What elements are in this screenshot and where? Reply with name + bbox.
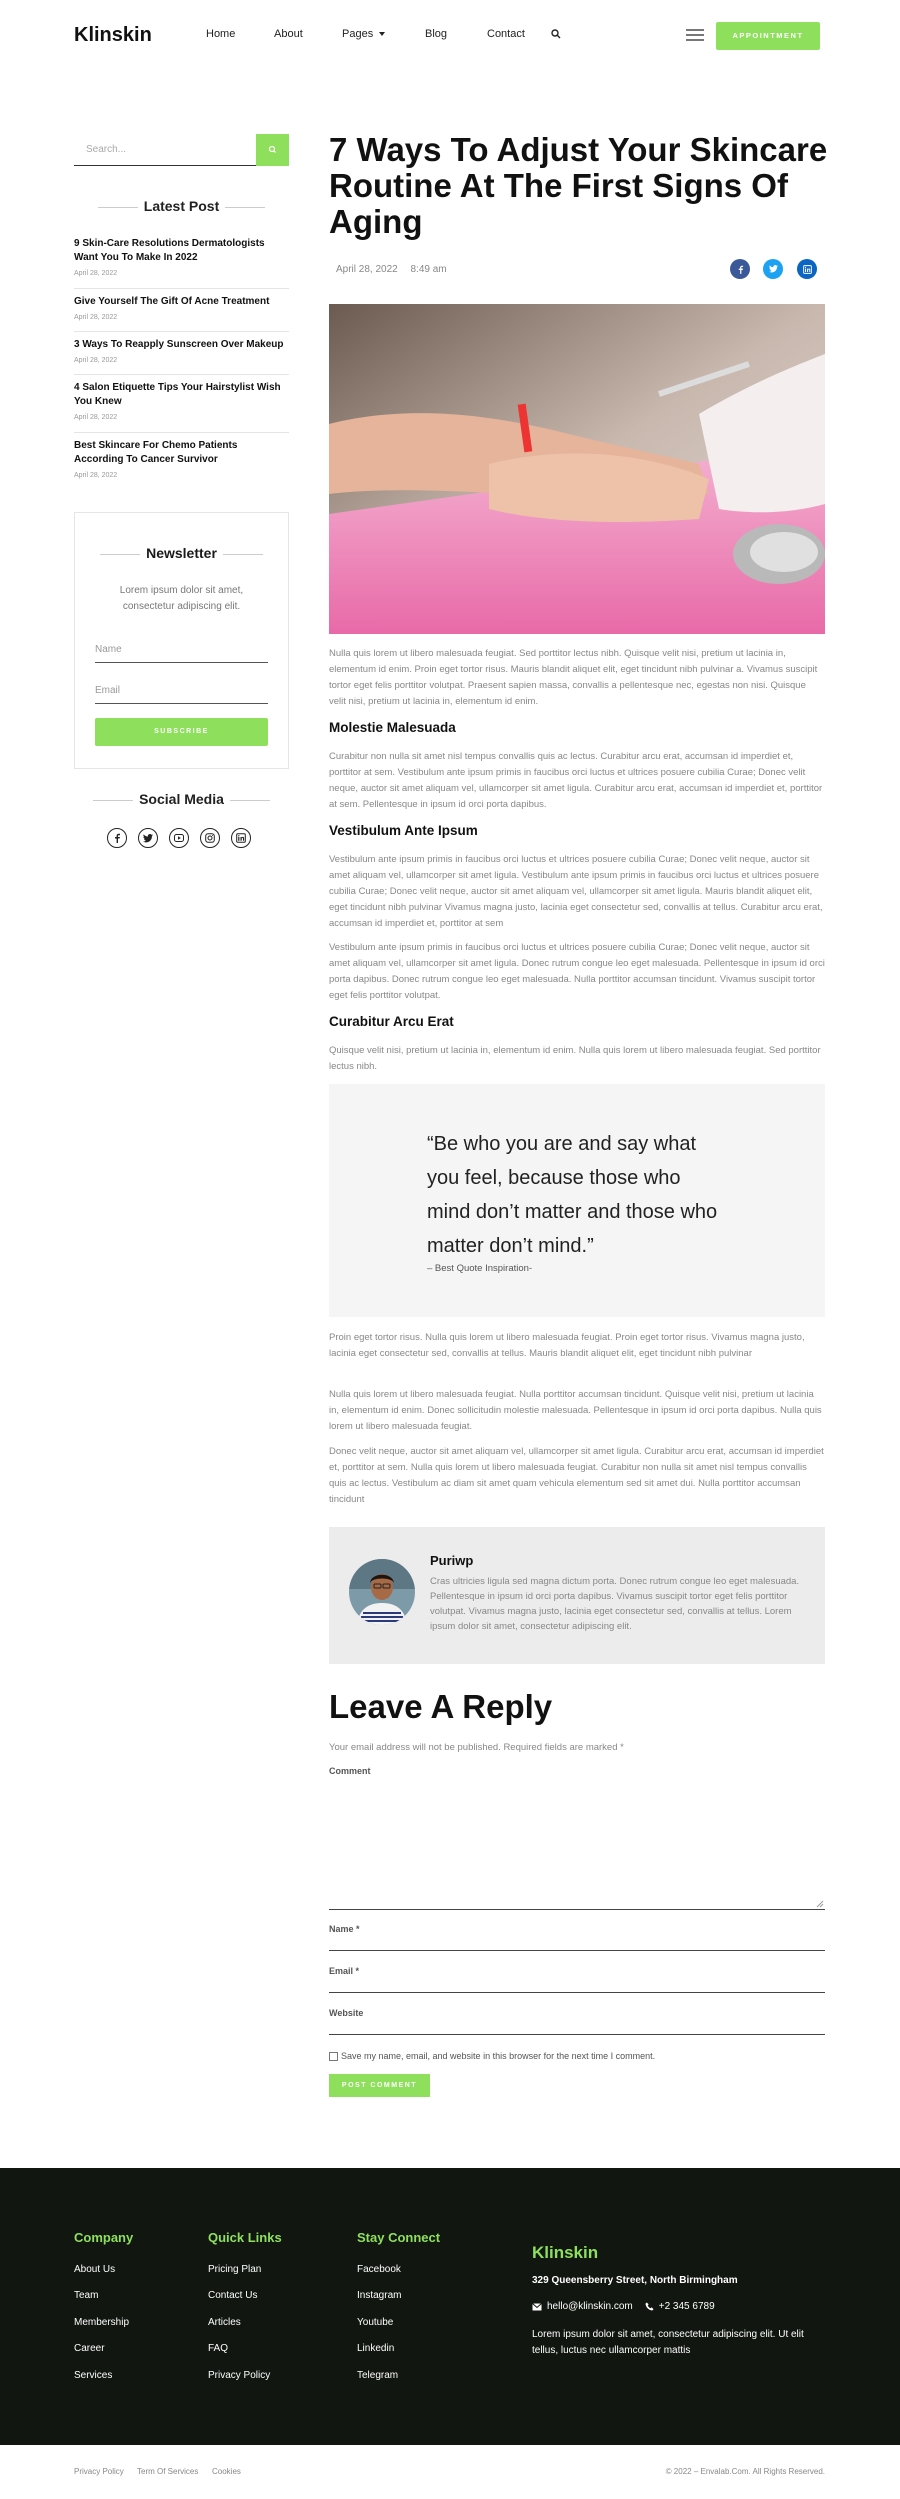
email-input[interactable] (329, 1992, 825, 1993)
instagram-icon[interactable] (200, 828, 220, 848)
footer-link[interactable]: Career (74, 2343, 105, 2354)
latest-post-item[interactable] (74, 295, 289, 321)
footer-phone[interactable]: +2 345 6789 (658, 2301, 715, 2312)
latest-post-item[interactable] (74, 439, 289, 479)
nav-pages[interactable] (342, 28, 425, 40)
footer-link[interactable]: Contact Us (208, 2290, 258, 2301)
article-paragraph: Vestibulum ante ipsum primis in faucibus orci luctus et ultrices posuere cubilia Curae; Donec velit neque, auctor sit amet aliquam vel, ullamcorper sit amet ligula. Vestibulum ante ipsum primis in faucibus orci luctus et ultrices posuere cubilia Curae; Donec velit neque, auctor sit amet aliquam vel, ullamcorper sit amet ligula. Mauris blandit aliquet elit, eget tincidunt nibh pulvinar Vivamus magna justo, lacinia eget consectetur sed, convallis at tellus. Curabitur arcu erat, accumsan id imperdiet et, porttitor at sem (329, 854, 823, 929)
latest-post-title[interactable]: Give Yourself The Gift Of Acne Treatment (74, 296, 270, 307)
search-icon (256, 134, 289, 166)
footer-email[interactable]: hello@klinskin.com (547, 2301, 633, 2312)
latest-post-item[interactable] (74, 338, 289, 364)
twitter-icon[interactable] (138, 828, 158, 848)
website-label: Website (329, 2008, 364, 2018)
section-heading: Vestibulum Ante Ipsum (329, 823, 478, 838)
sidebar-search (74, 134, 289, 166)
footer-link[interactable]: Linkedin (357, 2343, 395, 2354)
section-heading: Molestie Malesuada (329, 720, 456, 735)
share-twitter-icon[interactable] (763, 259, 783, 279)
main-nav (206, 28, 547, 40)
comment-textarea[interactable] (329, 1790, 825, 1910)
article-paragraph: Vestibulum ante ipsum primis in faucibus orci luctus et ultrices posuere cubilia Curae; Donec velit neque, auctor sit amet aliquam vel, ullamcorper sit amet ligula. Donec rutrum congue leo eget malesuada. Pellentesque in ipsum id orci porta dapibus. Donec rutrum congue leo eget malesuada. Nulla porttitor accumsan tincidunt. Vivamus suscipit tortor eget felis porttitor volutpat. (329, 942, 825, 1001)
name-label: Name * (329, 1924, 360, 1934)
search-button[interactable] (256, 134, 289, 166)
social-media-heading: Social Media (74, 791, 289, 807)
quote-source: – Best Quote Inspiration- (427, 1263, 533, 1274)
nav-pages-label: Pages (342, 28, 374, 40)
youtube-icon[interactable] (169, 828, 189, 848)
latest-post-heading: Latest Post (74, 198, 289, 214)
nav-home[interactable]: Home (206, 28, 236, 40)
section-heading: Curabitur Arcu Erat (329, 1014, 454, 1029)
latest-post-date: April 28, 2022 (74, 414, 118, 421)
latest-post-date: April 28, 2022 (74, 270, 118, 277)
remember-checkbox[interactable] (329, 2052, 338, 2061)
post-comment-button[interactable]: POST COMMENT (329, 2074, 430, 2097)
privacy-policy-link[interactable]: Privacy Policy (74, 2467, 124, 2476)
quote-text: “Be who you are and say what you feel, because those who mind don’t matter and those who matter don’t mind.” (427, 1133, 718, 1257)
article-meta (336, 264, 457, 275)
reply-note: Your email address will not be published. Required fields are marked * (329, 1742, 624, 1753)
author-name[interactable]: Puriwp (430, 1553, 474, 1568)
bottom-bar (0, 2445, 900, 2499)
footer-link[interactable]: Facebook (357, 2264, 401, 2275)
article-paragraph: Donec velit neque, auctor sit amet aliquam vel, ullamcorper sit amet ligula. Curabitur arcu erat, accumsan id imperdiet et, porttitor at sem. Nulla quis lorem ut libero malesuada feugiat. Curabitur non nulla sit amet nisl tempus convallis quis ac lectus. Vestibulum ac diam sit amet quam vehicula elementum sed sit amet dui. Nulla porttitor accumsan tincidunt (329, 1446, 824, 1505)
phone-icon (645, 2302, 654, 2311)
subscribe-button[interactable]: SUBSCRIBE (95, 718, 268, 746)
author-bio: Cras ultricies ligula sed magna dictum porta. Donec rutrum congue leo eget malesuada. Pellentesque in ipsum id orci porta dapibus. Vivamus suscipit tortor eget felis porttitor volutpat. Vivamus magna justo, lacinia eget consectetur sed, convallis at tellus. Lorem ipsum dolor sit amet, consectetur adipiscing elit. (430, 1576, 800, 1632)
author-avatar (349, 1559, 415, 1625)
social-links (107, 828, 262, 848)
footer-link[interactable]: Pricing Plan (208, 2264, 262, 2275)
cookies-link[interactable]: Cookies (212, 2467, 241, 2476)
email-label: Email * (329, 1966, 360, 1976)
article-paragraph: Nulla quis lorem ut libero malesuada feugiat. Sed porttitor lectus nibh. Quisque velit nisi, pretium ut lacinia in, elementum id enim. Proin eget tortor risus. Mauris blandit aliquet elit, eget tincidunt nibh pulvinar a. Vivamus suscipit tortor eget felis porttitor volutpat. Praesent sapien massa, convallis a pellentesque nec, egestas non nisi. Quisque velit nisi, pretium ut lacinia in, elementum id enim. (329, 648, 818, 707)
newsletter-description: Lorem ipsum dolor sit amet, consectetur adipiscing elit. (119, 585, 244, 612)
chevron-down-icon (379, 32, 385, 36)
footer-address: 329 Queensberry Street, North Birmingham (532, 2275, 738, 2286)
name-input[interactable] (329, 1950, 825, 1951)
latest-post-title[interactable]: Best Skincare For Chemo Patients According To Cancer Survivor (74, 440, 238, 465)
newsletter-name-field[interactable]: Name (95, 639, 268, 663)
linkedin-icon[interactable] (231, 828, 251, 848)
article-paragraph: Curabitur non nulla sit amet nisl tempus convallis quis ac lectus. Curabitur arcu erat, accumsan id imperdiet et, porttitor at sem. Vestibulum ante ipsum primis in faucibus orci luctus et ultrices posuere cubilia Curae; Donec velit neque, auctor sit amet aliquam vel, ullamcorper sit amet ligula. Curabitur arcu erat, accumsan id imperdiet et, porttitor at sem. Pellentesque in ipsum id orci porta dapibus. (329, 751, 823, 810)
search-icon[interactable] (551, 29, 561, 39)
article-title: 7 Ways To Adjust Your Skincare Routine At The First Signs Of Aging (329, 131, 828, 240)
share-facebook-icon[interactable] (730, 259, 750, 279)
site-footer (0, 2168, 900, 2445)
footer-link[interactable]: Telegram (357, 2370, 399, 2381)
site-logo[interactable]: Klinskin (74, 24, 152, 46)
copyright: © 2022 – Envalab.Com. All Rights Reserved. (665, 2467, 825, 2476)
footer-link[interactable]: Youtube (357, 2317, 394, 2328)
article-paragraph: Proin eget tortor risus. Nulla quis lorem ut libero malesuada feugiat. Proin eget tortor risus. Vivamus magna justo, lacinia eget consectetur sed, convallis at tellus. Mauris blandit aliquet elit, eget tincidunt nibh pulvinar (329, 1332, 805, 1359)
footer-link[interactable]: Services (74, 2370, 113, 2381)
search-input[interactable] (74, 134, 254, 164)
newsletter-email-field[interactable]: Email (95, 680, 268, 704)
latest-post-item[interactable] (74, 237, 289, 277)
footer-link[interactable]: About Us (74, 2264, 116, 2275)
latest-post-title[interactable]: 3 Ways To Reapply Sunscreen Over Makeup (74, 339, 284, 350)
footer-link[interactable]: Membership (74, 2317, 130, 2328)
comment-label: Comment (329, 1766, 371, 1776)
latest-post-title[interactable]: 9 Skin-Care Resolutions Dermatologists Want You To Make In 2022 (74, 238, 265, 263)
share-linkedin-icon[interactable] (797, 259, 817, 279)
footer-link[interactable]: FAQ (208, 2343, 229, 2354)
nav-about[interactable]: About (274, 28, 303, 40)
article-featured-image (329, 304, 825, 634)
latest-post-date: April 28, 2022 (74, 314, 118, 321)
footer-link[interactable]: Team (74, 2290, 99, 2301)
footer-link[interactable]: Instagram (357, 2290, 402, 2301)
article-paragraph: Quisque velit nisi, pretium ut lacinia in, elementum id enim. Nulla quis lorem ut libero malesuada feugiat. Sed porttitor lectus nibh. (329, 1045, 821, 1072)
newsletter-widget (74, 512, 289, 769)
author-box (329, 1527, 825, 1664)
remember-label: Save my name, email, and website in this browser for the next time I comment. (341, 2051, 656, 2061)
reply-title: Leave A Reply (329, 1688, 553, 1725)
mail-icon (532, 2303, 542, 2311)
newsletter-title: Newsletter (75, 545, 288, 561)
facebook-icon[interactable] (107, 828, 127, 848)
nav-contact[interactable]: Contact (487, 28, 525, 40)
terms-link[interactable]: Term Of Services (137, 2467, 199, 2476)
footer-link[interactable]: Articles (208, 2317, 241, 2328)
latest-post-date: April 28, 2022 (74, 357, 118, 364)
article-paragraph: Nulla quis lorem ut libero malesuada feugiat. Nulla porttitor accumsan tincidunt. Quisque velit nisi, pretium ut lacinia in, elementum id enim. Donec sollicitudin molestie malesuada. Pellentesque in ipsum id orci porta dapibus. Nulla quis lorem ut libero malesuada feugiat. (329, 1389, 822, 1432)
nav-blog[interactable]: Blog (425, 28, 448, 40)
blockquote (329, 1084, 825, 1317)
resize-handle-icon[interactable] (816, 1900, 824, 1908)
article-date: April 28, 2022 (336, 264, 398, 275)
website-input[interactable] (329, 2034, 825, 2035)
footer-company-heading: Company (74, 2230, 134, 2245)
appointment-button[interactable]: APPOINTMENT (716, 22, 820, 50)
latest-post-date: April 28, 2022 (74, 472, 118, 479)
footer-logo[interactable]: Klinskin (532, 2243, 599, 2262)
latest-post-title[interactable]: 4 Salon Etiquette Tips Your Hairstylist Wish You Knew (74, 382, 281, 407)
article-time: 8:49 am (410, 264, 447, 275)
footer-contact (532, 2301, 715, 2312)
site-header (0, 0, 900, 70)
remember-me (329, 2051, 655, 2061)
menu-icon[interactable] (686, 29, 704, 42)
footer-link[interactable]: Privacy Policy (208, 2370, 271, 2381)
footer-quicklinks-heading: Quick Links (208, 2230, 282, 2245)
footer-connect-heading: Stay Connect (357, 2230, 441, 2245)
footer-description: Lorem ipsum dolor sit amet, consectetur adipiscing elit. Ut elit tellus, luctus nec ullamcorper mattis (532, 2329, 804, 2356)
latest-post-item[interactable] (74, 381, 289, 421)
